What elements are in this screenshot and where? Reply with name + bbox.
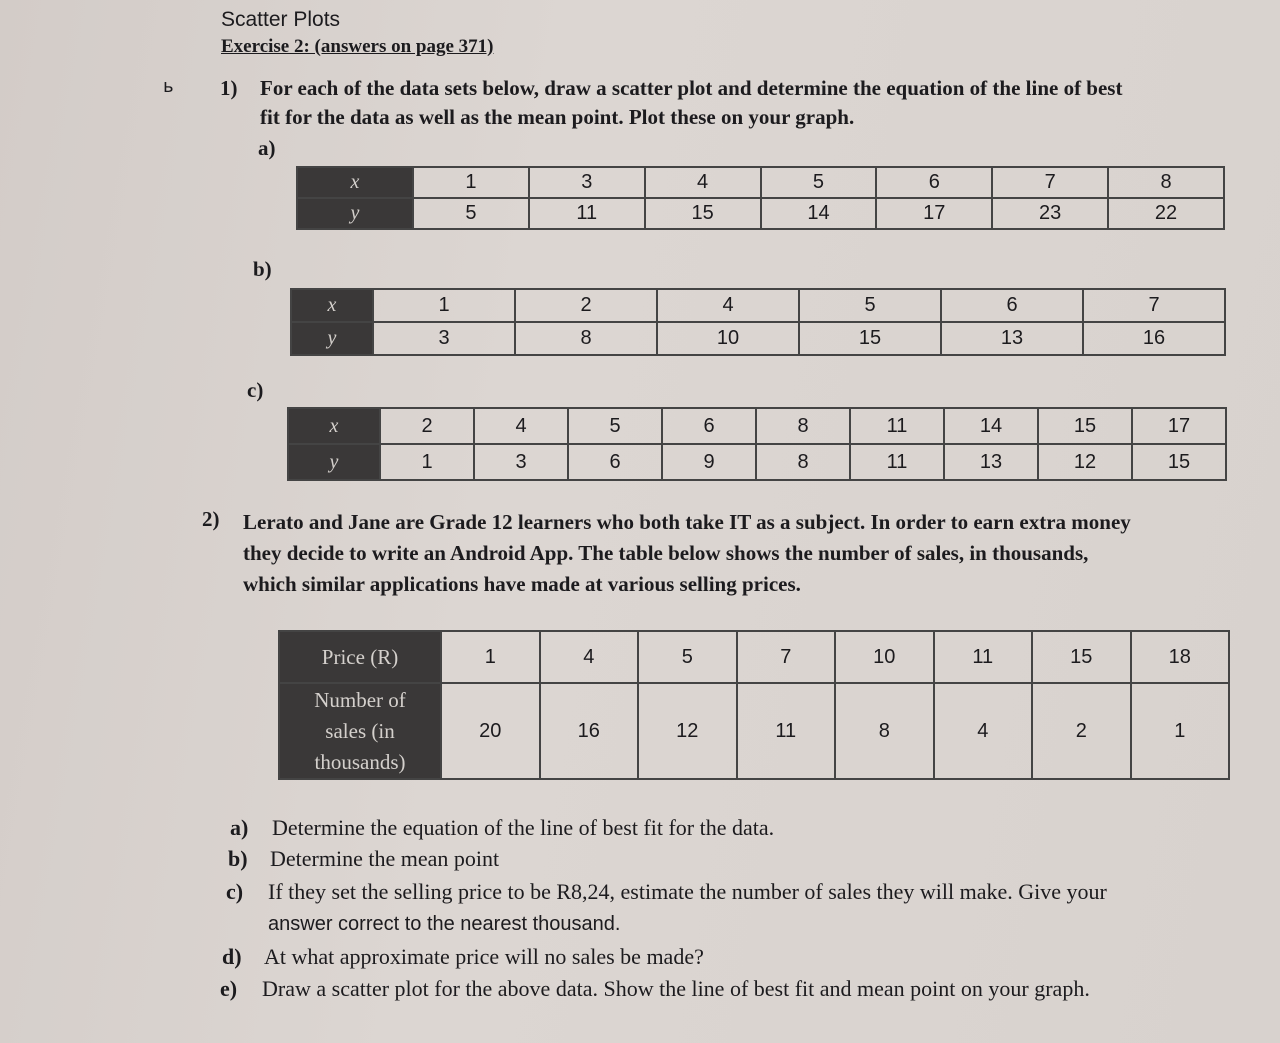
table-cell: 4 bbox=[645, 167, 761, 198]
q1-text-line-1: For each of the data sets below, draw a scatter plot and determine the equation of the line of best bbox=[260, 76, 1123, 100]
q1a-data-table bbox=[296, 166, 1225, 230]
table-cell: 3 bbox=[474, 444, 568, 480]
table-cell: 12 bbox=[1038, 444, 1132, 480]
subquestion-text: At what approximate price will no sales be made? bbox=[264, 944, 704, 969]
table-row-sales bbox=[279, 683, 1229, 779]
sales-header-line-2: sales (in bbox=[325, 718, 395, 743]
subquestion-text: Draw a scatter plot for the above data. Show the line of best fit and mean point on your graph. bbox=[262, 976, 1090, 1001]
table-cell: 15 bbox=[1032, 631, 1131, 683]
sales-header-line-1: Number of bbox=[314, 687, 406, 712]
table-cell: 5 bbox=[799, 289, 941, 322]
table-cell: 1 bbox=[413, 167, 529, 198]
subquestion-label: d) bbox=[222, 944, 242, 969]
table-cell: 3 bbox=[373, 322, 515, 355]
table-cell: 16 bbox=[540, 683, 639, 779]
x-header-cell: x bbox=[288, 408, 380, 444]
q1-text bbox=[260, 74, 1240, 132]
table-cell: 7 bbox=[737, 631, 836, 683]
table-cell: 1 bbox=[380, 444, 474, 480]
table-cell: 9 bbox=[662, 444, 756, 480]
table-cell: 10 bbox=[657, 322, 799, 355]
table-cell: 15 bbox=[799, 322, 941, 355]
q1-part-a-label: a) bbox=[258, 136, 276, 160]
table-cell: 14 bbox=[761, 198, 877, 229]
table-cell: 11 bbox=[529, 198, 645, 229]
table-cell: 11 bbox=[850, 408, 944, 444]
q2-text-line-1: Lerato and Jane are Grade 12 learners who both take IT as a subject. In order to earn extra money bbox=[243, 510, 1131, 534]
subquestion-text: Determine the mean point bbox=[270, 846, 500, 871]
margin-mark: ь bbox=[163, 76, 174, 97]
subquestion-label: e) bbox=[220, 976, 238, 1001]
table-row-x bbox=[288, 408, 1226, 444]
table-cell: 11 bbox=[737, 683, 836, 779]
table-cell: 1 bbox=[373, 289, 515, 322]
table-cell: 15 bbox=[645, 198, 761, 229]
table-cell: 10 bbox=[835, 631, 934, 683]
subquestion-label: a) bbox=[230, 815, 249, 840]
table-cell: 4 bbox=[474, 408, 568, 444]
table-cell: 7 bbox=[1083, 289, 1225, 322]
q2-number: 2) bbox=[202, 507, 220, 531]
q1b-data-table bbox=[290, 288, 1226, 356]
table-cell: 2 bbox=[380, 408, 474, 444]
table-cell: 8 bbox=[756, 444, 850, 480]
q2-sales-table bbox=[278, 630, 1230, 780]
table-cell: 14 bbox=[944, 408, 1038, 444]
table-cell: 5 bbox=[568, 408, 662, 444]
table-row-y bbox=[288, 444, 1226, 480]
subquestion-text: Determine the equation of the line of best fit for the data. bbox=[272, 815, 775, 840]
table-cell: 13 bbox=[941, 322, 1083, 355]
q1-part-c-label: c) bbox=[247, 378, 264, 402]
table-cell: 8 bbox=[835, 683, 934, 779]
table-cell: 5 bbox=[413, 198, 529, 229]
table-cell: 8 bbox=[1108, 167, 1224, 198]
x-header-cell: x bbox=[291, 289, 373, 322]
table-row-price bbox=[279, 631, 1229, 683]
table-cell: 2 bbox=[515, 289, 657, 322]
q2-text-line-3: which similar applications have made at various selling prices. bbox=[243, 572, 801, 596]
q2-subquestion-d bbox=[222, 941, 704, 972]
table-cell: 4 bbox=[657, 289, 799, 322]
table-cell: 20 bbox=[441, 683, 540, 779]
table-cell: 15 bbox=[1038, 408, 1132, 444]
q2-subquestion-b bbox=[228, 843, 499, 874]
q2-text-line-2: they decide to write an Android App. The table below shows the number of sales, in thousands, bbox=[243, 541, 1089, 565]
y-header-cell: y bbox=[297, 198, 413, 229]
q1-part-b-label: b) bbox=[253, 257, 272, 281]
table-cell: 13 bbox=[944, 444, 1038, 480]
table-cell: 5 bbox=[638, 631, 737, 683]
table-cell: 12 bbox=[638, 683, 737, 779]
table-cell: 22 bbox=[1108, 198, 1224, 229]
table-cell: 16 bbox=[1083, 322, 1225, 355]
table-cell: 11 bbox=[850, 444, 944, 480]
q2-subquestion-a bbox=[230, 812, 774, 843]
table-cell: 5 bbox=[761, 167, 877, 198]
table-cell: 8 bbox=[515, 322, 657, 355]
table-cell: 6 bbox=[941, 289, 1083, 322]
sales-header-cell bbox=[279, 683, 441, 779]
table-cell: 1 bbox=[1131, 683, 1230, 779]
subquestion-label: b) bbox=[228, 846, 248, 871]
y-header-cell: y bbox=[288, 444, 380, 480]
exercise-subtitle: Exercise 2: (answers on page 371) bbox=[221, 36, 494, 57]
table-cell: 4 bbox=[540, 631, 639, 683]
table-cell: 6 bbox=[568, 444, 662, 480]
subquestion-label: c) bbox=[226, 879, 244, 904]
q2-subquestion-c bbox=[226, 876, 1107, 907]
table-cell: 18 bbox=[1131, 631, 1230, 683]
table-cell: 8 bbox=[756, 408, 850, 444]
q2-subquestion-c-continued: answer correct to the nearest thousand. bbox=[268, 913, 621, 935]
table-cell: 7 bbox=[992, 167, 1108, 198]
sales-header-line-3: thousands) bbox=[314, 749, 406, 774]
table-cell: 17 bbox=[876, 198, 992, 229]
q2-subquestion-e bbox=[220, 973, 1090, 1004]
table-row-y bbox=[291, 322, 1225, 355]
table-cell: 15 bbox=[1132, 444, 1226, 480]
table-cell: 17 bbox=[1132, 408, 1226, 444]
price-header-cell: Price (R) bbox=[279, 631, 441, 683]
page-title: Scatter Plots bbox=[221, 8, 341, 31]
table-cell: 11 bbox=[934, 631, 1033, 683]
table-cell: 3 bbox=[529, 167, 645, 198]
q1-text-line-2: fit for the data as well as the mean point. Plot these on your graph. bbox=[260, 105, 855, 129]
q1c-data-table bbox=[287, 407, 1227, 481]
table-row-y bbox=[297, 198, 1224, 229]
table-row-x bbox=[297, 167, 1224, 198]
q1-number: 1) bbox=[220, 76, 238, 100]
q2-text bbox=[243, 507, 1243, 600]
table-cell: 1 bbox=[441, 631, 540, 683]
y-header-cell: y bbox=[291, 322, 373, 355]
subquestion-text: If they set the selling price to be R8,24, estimate the number of sales they will make. Give your bbox=[268, 879, 1107, 904]
table-cell: 6 bbox=[876, 167, 992, 198]
table-row-x bbox=[291, 289, 1225, 322]
x-header-cell: x bbox=[297, 167, 413, 198]
table-cell: 6 bbox=[662, 408, 756, 444]
table-cell: 23 bbox=[992, 198, 1108, 229]
table-cell: 4 bbox=[934, 683, 1033, 779]
table-cell: 2 bbox=[1032, 683, 1131, 779]
